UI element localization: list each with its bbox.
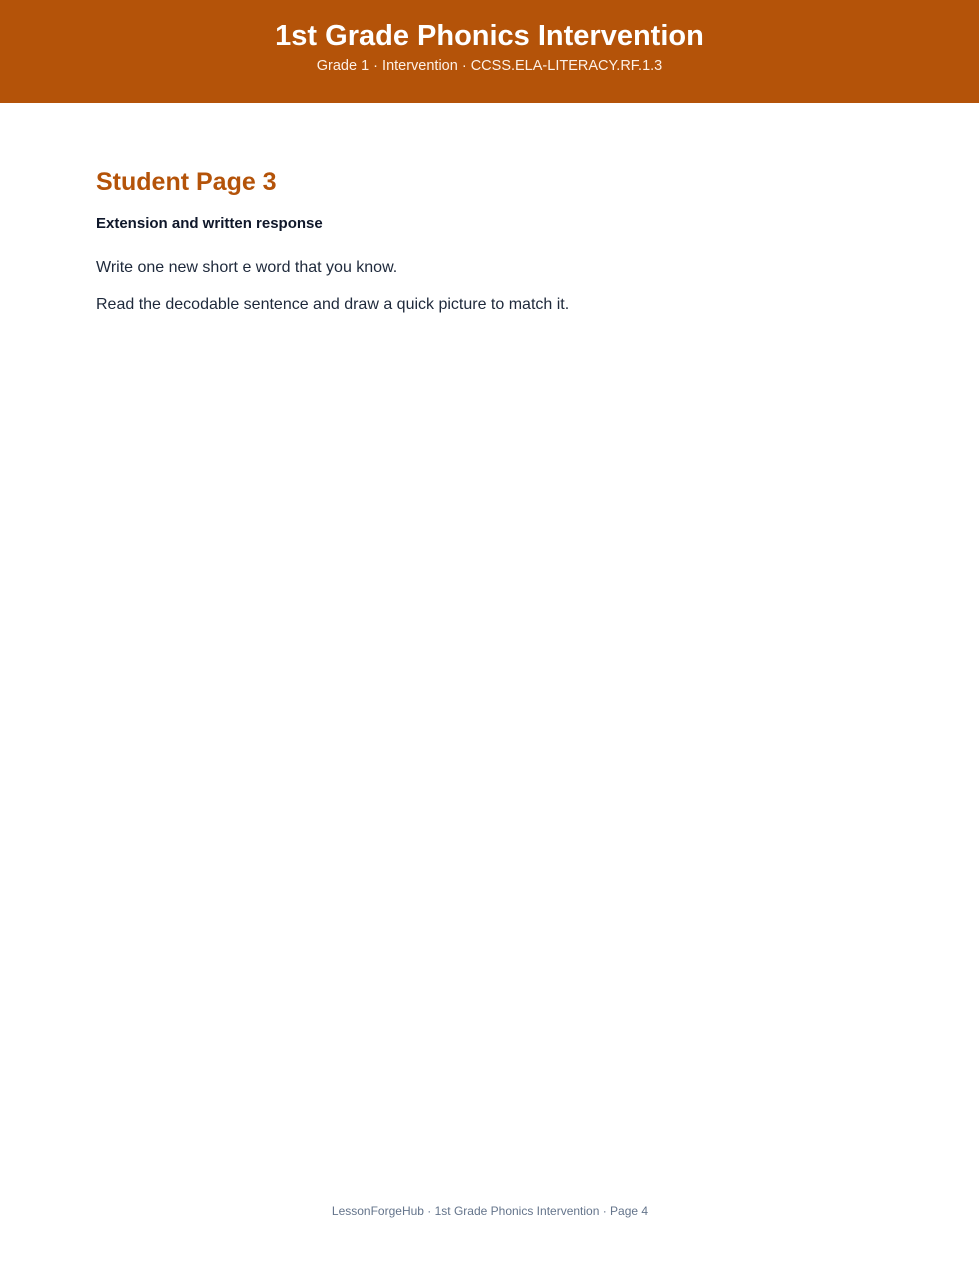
- section-subtitle: Extension and written response: [96, 215, 323, 232]
- document-subtitle: Grade 1 · Intervention · CCSS.ELA-LITERACY.RF.1.3: [316, 58, 663, 74]
- prompt-item: Read the decodable sentence and draw a quick picture to match it.: [96, 296, 570, 313]
- page-header-banner: [0, 0, 979, 103]
- prompt-item: Write one new short e word that you know.: [96, 259, 398, 276]
- page-footer: LessonForgeHub · 1st Grade Phonics Intervention · Page 4: [331, 1204, 649, 1218]
- section-title: Student Page 3: [96, 168, 277, 196]
- document-title: 1st Grade Phonics Intervention: [275, 20, 704, 52]
